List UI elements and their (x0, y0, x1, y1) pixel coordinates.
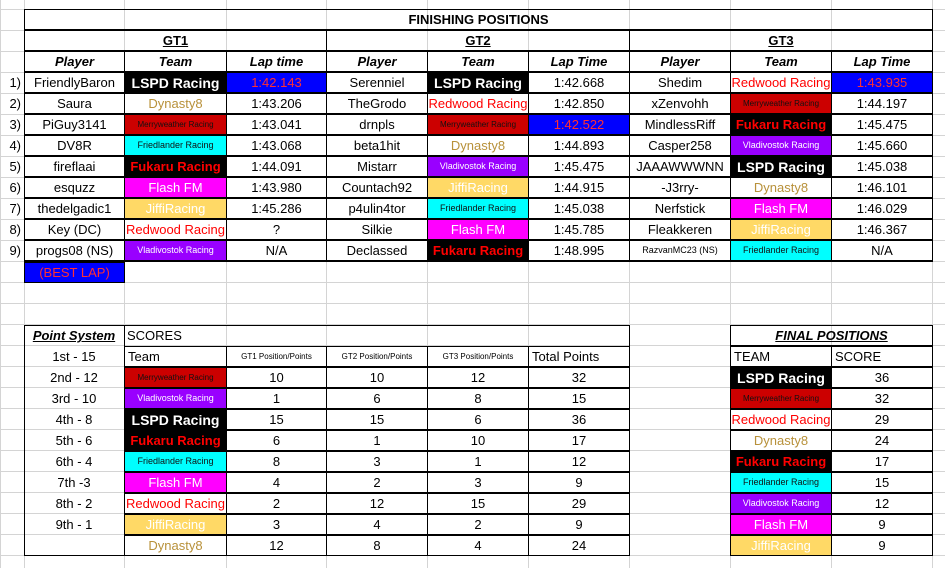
best-lap-legend: (BEST LAP) (24, 262, 125, 283)
score-cell[interactable]: 6 (226, 430, 327, 451)
team-badge[interactable]: Friedlander Racing (124, 451, 227, 472)
team-badge[interactable]: Redwood Racing (427, 93, 529, 114)
position-label: 9) (9, 243, 21, 258)
scores-header-cell: GT2 Position/Points (326, 346, 428, 367)
score-cell[interactable]: 4 (427, 535, 529, 556)
score-cell[interactable]: 12 (226, 535, 327, 556)
point-system-title: Point System (24, 325, 125, 346)
point-system-item: 3rd - 10 (24, 388, 125, 409)
score-cell[interactable]: 2 (326, 472, 428, 493)
player-cell[interactable]: thedelgadic1 (24, 198, 125, 219)
final-score-cell[interactable]: 17 (831, 451, 933, 472)
score-cell[interactable]: 8 (226, 451, 327, 472)
player-cell[interactable]: Shedim (629, 72, 731, 93)
player-cell[interactable]: MindlessRiff (629, 114, 731, 135)
lap-time-cell[interactable]: 1:42.668 (528, 72, 630, 93)
player-cell[interactable]: progs08 (NS) (24, 240, 125, 261)
score-cell[interactable]: 29 (528, 493, 630, 514)
final-header-score: SCORE (831, 346, 933, 367)
team-badge[interactable]: Friedlander Racing (730, 240, 832, 261)
lap-time-cell[interactable]: 1:46.101 (831, 177, 933, 198)
final-positions-title: FINAL POSITIONS (730, 325, 933, 346)
player-cell[interactable]: Casper258 (629, 135, 731, 156)
final-header-team: TEAM (730, 346, 832, 367)
team-badge[interactable]: Dynasty8 (427, 135, 529, 156)
lap-time-cell[interactable]: 1:44.915 (528, 177, 630, 198)
lap-time-cell[interactable]: 1:43.068 (226, 135, 327, 156)
final-score-cell[interactable]: 9 (831, 514, 933, 535)
column-header-lap-time: Lap Time (528, 51, 630, 72)
team-badge[interactable]: JiffiRacing (730, 219, 832, 240)
lap-time-cell[interactable]: 1:46.029 (831, 198, 933, 219)
column-header-lap-time: Lap time (226, 51, 327, 72)
score-cell[interactable]: 9 (528, 472, 630, 493)
position-label: 1) (9, 75, 21, 90)
group-header-gt2: GT2 (326, 30, 630, 51)
team-badge[interactable]: JiffiRacing (730, 535, 832, 556)
point-system-item: 4th - 8 (24, 409, 125, 430)
team-badge[interactable]: Flash FM (730, 514, 832, 535)
score-cell[interactable]: 12 (427, 367, 529, 388)
score-cell[interactable]: 3 (226, 514, 327, 535)
team-badge[interactable]: Vladivostok Racing (730, 493, 832, 514)
player-cell[interactable]: Saura (24, 93, 125, 114)
final-score-cell[interactable]: 24 (831, 430, 933, 451)
player-cell[interactable]: DV8R (24, 135, 125, 156)
column-header-player: Player (629, 51, 731, 72)
team-badge[interactable]: LSPD Racing (730, 156, 832, 177)
team-badge[interactable]: Friedlander Racing (124, 135, 227, 156)
player-cell[interactable]: esquzz (24, 177, 125, 198)
column-header-lap-time: Lap Time (831, 51, 933, 72)
score-cell[interactable]: 36 (528, 409, 630, 430)
player-cell[interactable]: JAAAWWWNN (629, 156, 731, 177)
team-badge[interactable]: Fukaru Racing (730, 114, 832, 135)
team-badge[interactable]: LSPD Racing (124, 72, 227, 93)
lap-time-cell[interactable]: 1:45.038 (528, 198, 630, 219)
lap-time-cell[interactable]: 1:45.475 (528, 156, 630, 177)
score-cell[interactable]: 1 (427, 451, 529, 472)
score-cell[interactable]: 3 (427, 472, 529, 493)
player-cell[interactable]: Nerfstick (629, 198, 731, 219)
column-header-team: Team (427, 51, 529, 72)
score-cell[interactable]: 15 (528, 388, 630, 409)
score-cell[interactable]: 2 (427, 514, 529, 535)
final-score-cell[interactable]: 36 (831, 367, 933, 388)
column-header-team: Team (730, 51, 832, 72)
position-label: 7) (9, 201, 21, 216)
point-system-item: 2nd - 12 (24, 367, 125, 388)
team-badge[interactable]: LSPD Racing (427, 72, 529, 93)
score-cell[interactable]: 10 (427, 430, 529, 451)
team-badge[interactable]: Flash FM (124, 177, 227, 198)
lap-time-cell[interactable]: 1:48.995 (528, 240, 630, 261)
lap-time-cell[interactable]: 1:44.091 (226, 156, 327, 177)
player-cell[interactable]: RazvanMC23 (NS) (629, 240, 731, 261)
score-cell[interactable]: 1 (326, 430, 428, 451)
score-cell[interactable]: 6 (427, 409, 529, 430)
team-badge[interactable]: JiffiRacing (124, 198, 227, 219)
lap-time-cell[interactable]: N/A (831, 240, 933, 261)
score-cell[interactable]: 24 (528, 535, 630, 556)
final-score-cell[interactable]: 15 (831, 472, 933, 493)
lap-time-cell[interactable]: 1:42.522 (528, 114, 630, 135)
lap-time-cell[interactable]: 1:45.286 (226, 198, 327, 219)
player-cell[interactable]: Key (DC) (24, 219, 125, 240)
point-system-item: 9th - 1 (24, 514, 125, 535)
team-badge[interactable]: Merryweather Racing (427, 114, 529, 135)
team-badge[interactable]: Merryweather Racing (124, 114, 227, 135)
team-badge[interactable]: Vladivostok Racing (124, 388, 227, 409)
scores-header-cell: GT1 Position/Points (226, 346, 327, 367)
team-badge[interactable]: Vladivostok Racing (427, 156, 529, 177)
team-badge[interactable]: Merryweather Racing (730, 388, 832, 409)
player-cell[interactable]: xZenvohh (629, 93, 731, 114)
player-cell[interactable]: fireflaai (24, 156, 125, 177)
scores-header-cell: GT3 Position/Points (427, 346, 529, 367)
lap-time-cell[interactable]: ? (226, 219, 327, 240)
point-system-item: 6th - 4 (24, 451, 125, 472)
group-header-gt1: GT1 (24, 30, 327, 51)
page-title: FINISHING POSITIONS (24, 9, 933, 30)
team-badge[interactable]: Fukaru Racing (124, 156, 227, 177)
lap-time-cell[interactable]: 1:43.206 (226, 93, 327, 114)
team-badge[interactable]: Flash FM (427, 219, 529, 240)
team-badge[interactable]: Flash FM (124, 472, 227, 493)
team-badge[interactable]: Friedlander Racing (730, 472, 832, 493)
score-cell[interactable]: 15 (326, 409, 428, 430)
lap-time-cell[interactable]: N/A (226, 240, 327, 261)
player-cell[interactable]: Serenniel (326, 72, 428, 93)
score-cell[interactable]: 10 (326, 367, 428, 388)
lap-time-cell[interactable]: 1:42.850 (528, 93, 630, 114)
position-label: 8) (9, 222, 21, 237)
lap-time-cell[interactable]: 1:45.660 (831, 135, 933, 156)
lap-time-cell[interactable]: 1:43.935 (831, 72, 933, 93)
position-label: 2) (9, 96, 21, 111)
score-cell[interactable]: 6 (326, 388, 428, 409)
lap-time-cell[interactable]: 1:44.893 (528, 135, 630, 156)
point-system-item: 5th - 6 (24, 430, 125, 451)
team-badge[interactable]: JiffiRacing (124, 514, 227, 535)
scores-header-cell: Total Points (528, 346, 630, 367)
player-cell[interactable]: PiGuy3141 (24, 114, 125, 135)
player-cell[interactable]: Silkie (326, 219, 428, 240)
score-cell[interactable]: 3 (326, 451, 428, 472)
player-cell[interactable]: beta1hit (326, 135, 428, 156)
column-header-player: Player (24, 51, 125, 72)
point-system-item: 8th - 2 (24, 493, 125, 514)
lap-time-cell[interactable]: 1:45.038 (831, 156, 933, 177)
player-cell[interactable]: Mistarr (326, 156, 428, 177)
group-header-gt3: GT3 (629, 30, 933, 51)
lap-time-cell[interactable]: 1:45.475 (831, 114, 933, 135)
lap-time-cell[interactable]: 1:43.041 (226, 114, 327, 135)
score-cell[interactable]: 17 (528, 430, 630, 451)
team-badge[interactable]: Redwood Racing (730, 72, 832, 93)
player-cell[interactable]: -J3rry- (629, 177, 731, 198)
score-cell[interactable]: 12 (326, 493, 428, 514)
column-header-team: Team (124, 51, 227, 72)
score-cell[interactable]: 4 (326, 514, 428, 535)
lap-time-cell[interactable]: 1:42.143 (226, 72, 327, 93)
lap-time-cell[interactable]: 1:45.785 (528, 219, 630, 240)
team-badge[interactable]: Redwood Racing (124, 219, 227, 240)
player-cell[interactable]: Countach92 (326, 177, 428, 198)
point-system-item: 7th -3 (24, 472, 125, 493)
score-cell[interactable]: 10 (226, 367, 327, 388)
player-cell[interactable]: Fleakkeren (629, 219, 731, 240)
team-badge[interactable]: Dynasty8 (730, 177, 832, 198)
score-cell[interactable]: 8 (427, 388, 529, 409)
team-badge[interactable]: Dynasty8 (124, 93, 227, 114)
team-badge[interactable]: Friedlander Racing (427, 198, 529, 219)
player-cell[interactable]: p4ulin4tor (326, 198, 428, 219)
position-label: 3) (9, 117, 21, 132)
player-cell[interactable]: drnpls (326, 114, 428, 135)
team-badge[interactable]: Dynasty8 (730, 430, 832, 451)
final-score-cell[interactable]: 9 (831, 535, 933, 556)
team-badge[interactable]: Merryweather Racing (124, 367, 227, 388)
final-score-cell[interactable]: 32 (831, 388, 933, 409)
team-badge[interactable]: Fukaru Racing (124, 430, 227, 451)
score-cell[interactable]: 9 (528, 514, 630, 535)
team-badge[interactable]: LSPD Racing (730, 367, 832, 388)
player-cell[interactable]: FriendlyBaron (24, 72, 125, 93)
lap-time-cell[interactable]: 1:44.197 (831, 93, 933, 114)
team-badge[interactable]: Redwood Racing (124, 493, 227, 514)
player-cell[interactable]: Declassed (326, 240, 428, 261)
scores-title: SCORES (127, 328, 182, 343)
team-badge[interactable]: LSPD Racing (124, 409, 227, 430)
player-cell[interactable]: TheGrodo (326, 93, 428, 114)
score-cell[interactable]: 32 (528, 367, 630, 388)
team-badge[interactable]: Vladivostok Racing (124, 240, 227, 261)
team-badge[interactable]: Fukaru Racing (427, 240, 529, 261)
score-cell[interactable]: 15 (427, 493, 529, 514)
team-badge[interactable]: Redwood Racing (730, 409, 832, 430)
team-badge[interactable]: Vladivostok Racing (730, 135, 832, 156)
team-badge[interactable]: Flash FM (730, 198, 832, 219)
point-system-item: 1st - 15 (24, 346, 125, 367)
score-cell[interactable]: 8 (326, 535, 428, 556)
score-cell[interactable]: 1 (226, 388, 327, 409)
team-badge[interactable]: Fukaru Racing (730, 451, 832, 472)
score-cell[interactable]: 15 (226, 409, 327, 430)
column-header-player: Player (326, 51, 428, 72)
team-badge[interactable]: Dynasty8 (124, 535, 227, 556)
lap-time-cell[interactable]: 1:46.367 (831, 219, 933, 240)
final-score-cell[interactable]: 12 (831, 493, 933, 514)
scores-header-cell: Team (124, 346, 227, 367)
position-label: 4) (9, 138, 21, 153)
team-badge[interactable]: Merryweather Racing (730, 93, 832, 114)
position-label: 5) (9, 159, 21, 174)
score-cell[interactable]: 12 (528, 451, 630, 472)
lap-time-cell[interactable]: 1:43.980 (226, 177, 327, 198)
final-score-cell[interactable]: 29 (831, 409, 933, 430)
team-badge[interactable]: JiffiRacing (427, 177, 529, 198)
score-cell[interactable]: 2 (226, 493, 327, 514)
score-cell[interactable]: 4 (226, 472, 327, 493)
position-label: 6) (9, 180, 21, 195)
